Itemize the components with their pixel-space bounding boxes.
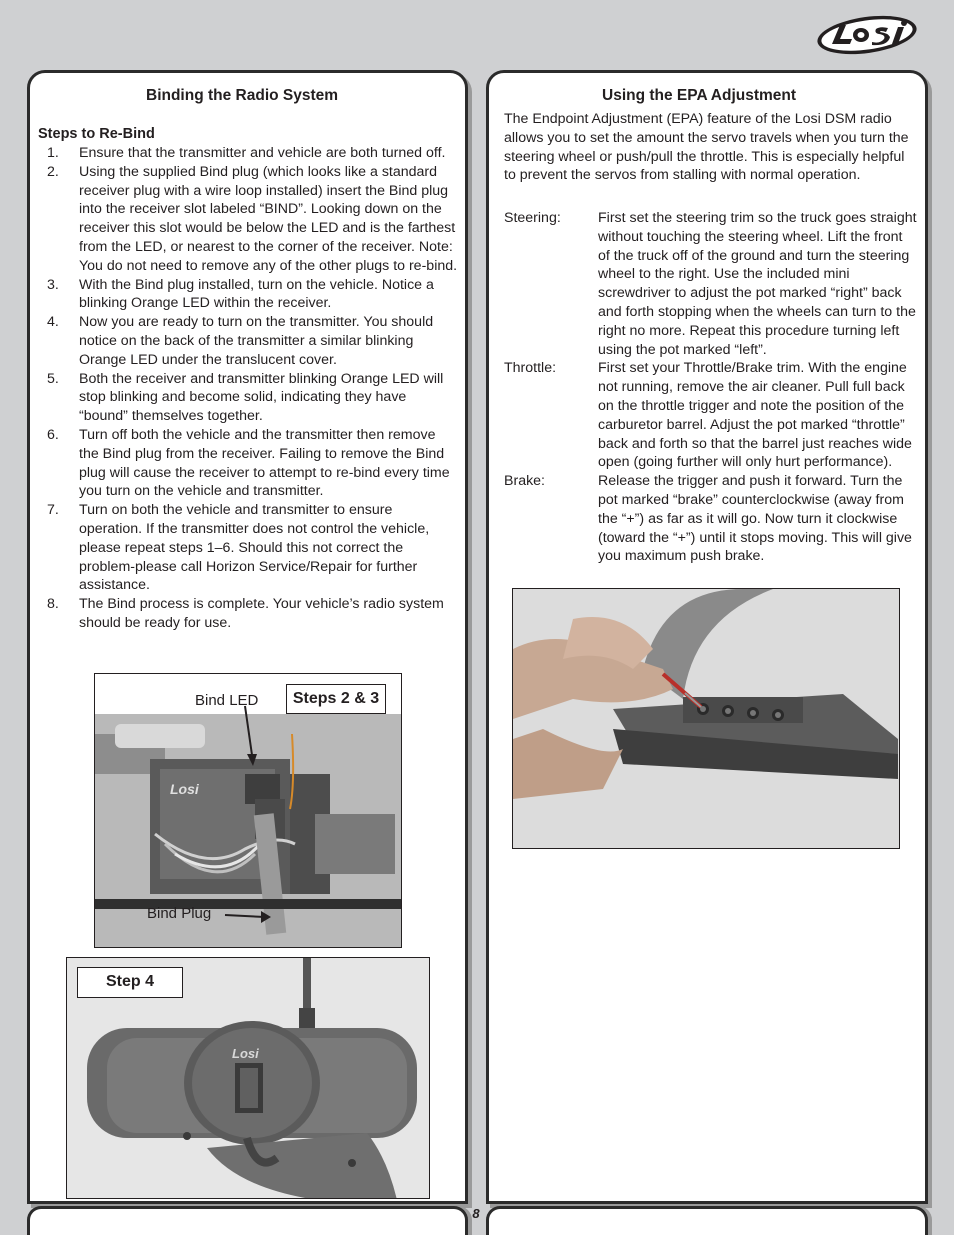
epa-definitions: [504, 209, 918, 566]
brake-term: Brake:: [504, 473, 546, 490]
losi-logo: [814, 14, 920, 56]
epa-intro: The Endpoint Adjustment (EPA) feature of the Losi DSM radio allows you to set the amount the servo travels when you turn the steering wheel or push/pull the throttle. This is especially helpful to prevent the servos from stalling with normal operation.: [504, 111, 909, 184]
steps-subtitle: Steps to Re-Bind: [38, 126, 155, 142]
steering-desc: First set the steering trim so the truck goes straight without touching the steering wheel. Lift the front of the truck off of the ground and turn the steering wheel to the right. Use the included mini screwdriver to adjust the pot marked “right” back and forth stopping when the wheels can turn to the right no more. Repeat this procedure turning left using the pot marked “left”.: [598, 210, 917, 358]
list-item: 8. The Bind process is complete. Your vehicle’s radio system should be ready for use.: [47, 596, 444, 631]
brake-desc: Release the trigger and push it forward. Turn the pot marked “brake” counterclockwise (away from the “+”) as far as it will go. Now turn it clockwise (toward the “+”) until it stops moving. This will give you maximum push brake.: [598, 473, 912, 565]
left-footer-panel: [27, 1206, 468, 1235]
section-title-epa: Using the EPA Adjustment: [602, 87, 797, 104]
bind-plug-label: Bind Plug: [147, 905, 212, 922]
svg-text:Losi: Losi: [232, 1046, 259, 1061]
steps-2-3-label: Steps 2 & 3: [286, 684, 386, 714]
list-item: 4. Now you are ready to turn on the transmitter. You should notice on the back of the transmitter a similar blinking Orange LED under the translucent cover.: [47, 314, 434, 368]
list-item: 1. Ensure that the transmitter and vehicle are both turned off.: [47, 145, 446, 161]
svg-text:Losi: Losi: [170, 781, 199, 797]
throttle-term: Throttle:: [504, 360, 557, 377]
list-item: 5. Both the receiver and transmitter blinking Orange LED will stop blinking and become solid, indicating they have “bound” themselves together.: [47, 370, 444, 425]
steps-list: [45, 144, 459, 633]
page-number: 8: [472, 1206, 480, 1221]
epa-pots-photo: [512, 588, 900, 849]
receiver-photo: [94, 673, 402, 948]
steering-term: Steering:: [504, 210, 561, 226]
step-4-label: Step 4: [77, 967, 183, 998]
list-item: 6. Turn off both the vehicle and the transmitter then remove the Bind plug from the receiver. Failing to remove the Bind plug will cause the receiver to attempt to re-bind every time you turn on the vehicle and transmitter.: [47, 426, 450, 500]
right-footer-panel: [486, 1206, 928, 1235]
list-item: [504, 209, 918, 359]
section-title-binding: Binding the Radio System: [146, 87, 339, 104]
bind-led-label: Bind LED: [195, 692, 259, 709]
list-item: 7. Turn on both the vehicle and transmitter to ensure operation. If the transmitter does not control the vehicle, please repeat steps 1–6. Should this not correct the problem-please call Horizon Service/Repair for further assistance.: [47, 502, 430, 594]
list-item: [504, 359, 918, 472]
transmitter-photo: [66, 957, 430, 1199]
list-item: [504, 472, 918, 566]
list-item: 3. With the Bind plug installed, turn on the vehicle. Notice a blinking Orange LED within the receiver.: [47, 276, 434, 312]
throttle-desc: First set your Throttle/Brake trim. With the engine not running, remove the air cleaner. Pull full back on the throttle trigger and note the position of the carburetor barrel. Adjust the pot marked “throttle” back and forth so that the barrel just reaches wide open (going further will only hurt performance).: [598, 360, 912, 471]
list-item: 2. Using the supplied Bind plug (which looks like a standard receiver plug with a wire loop installed) insert the Bind plug into the receiver slot labeled “BIND”. Looking down on the receiver this slot would be below the LED and is the farthest from the LED, or nearest to the corner of the receiver. Note: You do not need to remove any of the other plugs to re-bind.: [47, 163, 458, 274]
